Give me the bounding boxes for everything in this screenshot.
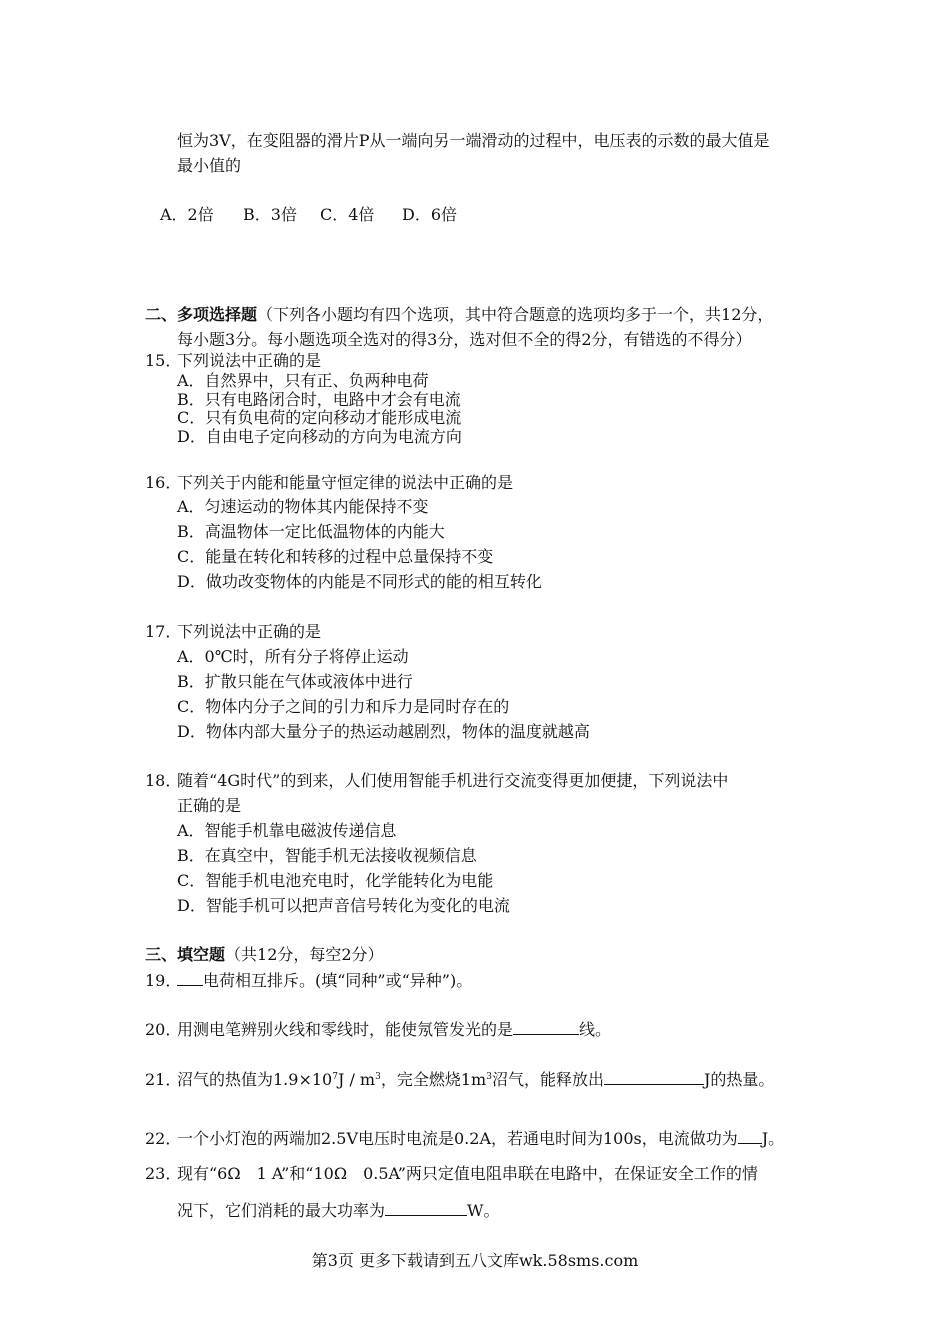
q15-number: 15．: [145, 351, 182, 370]
q20-blank[interactable]: [513, 1020, 579, 1035]
q21-exp-3: 3: [486, 1072, 492, 1082]
q16-option-c: C．能量在转化和转移的过程中总量保持不变: [177, 547, 494, 566]
section2-title: 二、多项选择题: [145, 305, 258, 324]
q16-stem: 下列关于内能和能量守恒定律的说法中正确的是: [177, 473, 514, 492]
q21-blank[interactable]: [604, 1070, 704, 1085]
q14-option-d: D．6倍: [402, 205, 458, 224]
q17-option-d: D．物体内部大量分子的热运动越剧烈，物体的温度就越高: [177, 722, 590, 741]
section2-heading: [145, 302, 773, 325]
q14-option-c: C．4倍: [320, 205, 375, 224]
q21-body: [177, 1067, 774, 1090]
q19-body: [177, 968, 472, 991]
q14-option-b: B．3倍: [243, 205, 297, 224]
q18-option-c: C．智能手机电池充电时，化学能转化为电能: [177, 871, 494, 890]
q20-body: [177, 1017, 611, 1040]
q21-text-4: 沼气，能释放出: [491, 1070, 604, 1089]
q22-text-before: 一个小灯泡的两端加2.5V电压时电流是0.2A，若通电时间为100s，电流做功为: [177, 1129, 738, 1148]
q23-line2: [177, 1198, 499, 1221]
page-footer: 第3页 更多下载请到五八文库wk.58sms.com: [311, 1251, 639, 1270]
q16-number: 16．: [145, 473, 182, 492]
q18-stem-line2: 正确的是: [177, 796, 242, 815]
section2-desc2: 每小题3分。每小题选项全选对的得3分，选对但不全的得2分，有错选的不得分）: [177, 330, 752, 349]
q22-blank[interactable]: [738, 1129, 762, 1144]
q19-text: 电荷相互排斥。(填“同种”或“异种”)。: [203, 971, 473, 990]
q16-option-a: A．匀速运动的物体其内能保持不变: [177, 497, 429, 516]
q21-number: 21．: [145, 1070, 182, 1089]
q21-exp-1: 7: [332, 1072, 338, 1082]
section3-desc: （共12分，每空2分）: [225, 945, 384, 964]
q15-option-b: B．只有电路闭合时，电路中才会有电流: [177, 390, 461, 409]
q20-text-after: 线。: [579, 1020, 612, 1039]
q23-line1: 现有“6Ω 1 A”和“10Ω 0.5A”两只定值电阻串联在电路中，在保证安全工作的情: [177, 1164, 758, 1183]
q23-text-before: 况下，它们消耗的最大功率为: [177, 1201, 386, 1220]
q19-number: 19．: [145, 971, 182, 990]
q22-body: [177, 1126, 784, 1149]
q22-text-after: J。: [761, 1129, 785, 1148]
q19-blank[interactable]: [177, 971, 203, 986]
q18-option-b: B．在真空中，智能手机无法接收视频信息: [177, 846, 477, 865]
q18-stem-line1: 随着“4G时代”的到来，人们使用智能手机进行交流变得更加便捷，下列说法中: [177, 771, 729, 790]
q18-option-a: A．智能手机靠电磁波传递信息: [177, 821, 397, 840]
q21-text-1: 沼气的热值为1.9×10: [177, 1070, 333, 1089]
q15-stem: 下列说法中正确的是: [177, 351, 322, 370]
q17-number: 17．: [145, 622, 182, 641]
q17-stem: 下列说法中正确的是: [177, 622, 322, 641]
q21-exp-2: 3: [375, 1072, 381, 1082]
q15-option-a: A．自然界中，只有正、负两种电荷: [177, 371, 429, 390]
q17-option-a: A．0℃时，所有分子将停止运动: [177, 647, 409, 666]
q15-option-c: C．只有负电荷的定向移动才能形成电流: [177, 408, 462, 427]
q17-option-c: C．物体内分子之间的引力和斥力是同时存在的: [177, 697, 510, 716]
section3-title: 三、填空题: [145, 945, 226, 964]
q23-text-after: W。: [467, 1201, 500, 1220]
q22-number: 22．: [145, 1129, 182, 1148]
q21-text-5: J的热量。: [703, 1070, 775, 1089]
q20-number: 20．: [145, 1020, 182, 1039]
q17-option-b: B．扩散只能在气体或液体中进行: [177, 672, 413, 691]
q16-option-b: B．高温物体一定比低温物体的内能大: [177, 522, 445, 541]
q23-number: 23．: [145, 1164, 182, 1183]
q14-option-a: A．2倍: [160, 205, 214, 224]
q18-number: 18．: [145, 771, 182, 790]
q14-stem-line1: 恒为3V，在变阻器的滑片P从一端向另一端滑动的过程中，电压表的示数的最大值是: [177, 131, 770, 150]
q14-stem-line2: 最小值的: [177, 156, 242, 175]
q18-option-d: D．智能手机可以把声音信号转化为变化的电流: [177, 896, 510, 915]
q16-option-d: D．做功改变物体的内能是不同形式的能的相互转化: [177, 572, 542, 591]
q23-blank[interactable]: [385, 1201, 467, 1216]
q21-text-3: ，完全燃烧1m: [380, 1070, 487, 1089]
q20-text-before: 用测电笔辨别火线和零线时，能使氖管发光的是: [177, 1020, 514, 1039]
section3-heading: [145, 942, 384, 965]
q15-option-d: D．自由电子定向移动的方向为电流方向: [177, 427, 462, 446]
section2-desc1: （下列各小题均有四个选项，其中符合题意的选项均多于一个，共12分，: [257, 305, 774, 324]
q21-text-2: J / m: [337, 1070, 376, 1089]
